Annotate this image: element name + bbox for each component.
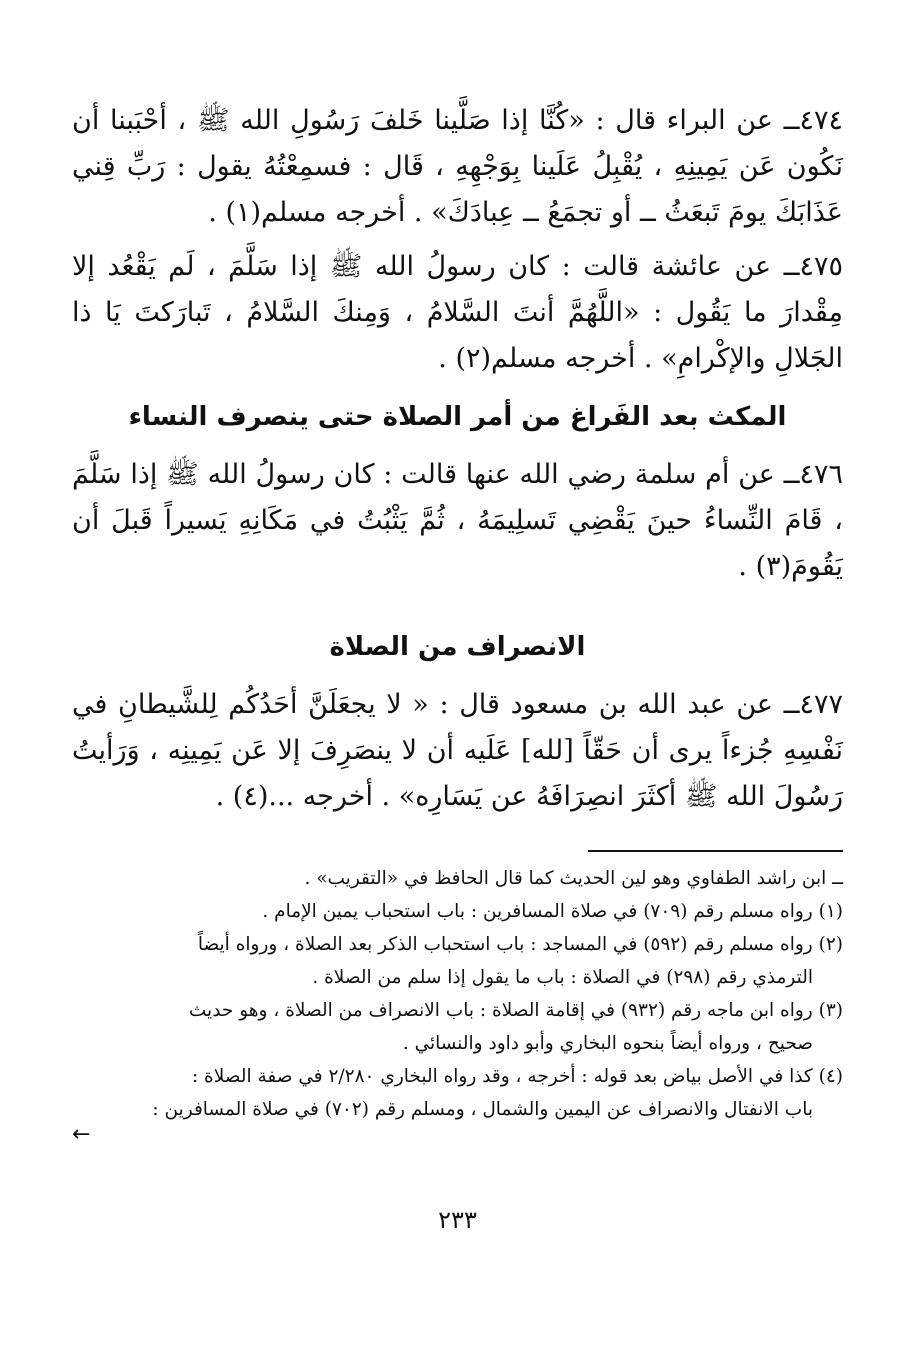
footnote-continued: ــ ابن راشد الطفاوي وهو لين الحديث كما قال الحافظ في «التقريب» . <box>304 868 843 889</box>
footnote-3-continued: صحيح ، ورواه أيضاً بنحوه البخاري وأبو داود والنسائي . <box>402 1033 813 1054</box>
hadith-476: ٤٧٦ــ عن أم سلمة رضي الله عنها قالت : كان رسولُ الله ﷺ إذا سَلَّمَ ، قَامَ النِّساءُ حينَ يَقْضِي تَسلِيمَهُ ، ثُمَّ يَثْبُتُ في مَكَانِهِ يَسيراً قَبلَ أن يَقُومَ(٣) . <box>72 459 843 582</box>
continue-arrow-icon: ← <box>72 1122 91 1147</box>
footnote-1: (١) رواه مسلم رقم (٧٠٩) في صلاة المسافرين : باب استحباب يمين الإمام . <box>262 901 843 922</box>
footnote-2-continued: الترمذي رقم (٢٩٨) في الصلاة : باب ما يقول إذا سلم من الصلاة . <box>312 967 813 988</box>
section-heading-stay-after-prayer: المكث بعد الفَراغ من أمر الصلاة حتى ينصرف النساء <box>128 402 787 432</box>
hadith-477: ٤٧٧ــ عن عبد الله بن مسعود قال : « لا يجعَلَنَّ أحَدُكُم لِلشَّيطانِ في نَفْسِهِ جُزءاً يرى أن حَقّاً [لله] عَلَيه أن لا ينصَرِفَ إلا عَن يَمِينِه ، وَرَأيتُ رَسُولَ الله ﷺ أكثَرَ انصِرَافَهُ عن يَسَارِه» . أخرجه ...(٤) . <box>72 689 843 812</box>
footnotes <box>72 862 843 1147</box>
footnote-4-continued: باب الانفتال والانصراف عن اليمين والشمال ، ومسلم رقم (٧٠٢) في صلاة المسافرين : <box>152 1099 813 1120</box>
footnote-4: (٤) كذا في الأصل بياض بعد قوله : أخرجه ، وقد رواه البخاري ٢/٢٨٠ في صفة الصلاة : <box>191 1066 843 1087</box>
hadith-474: ٤٧٤ــ عن البراء قال : «كُنَّا إذا صَلَّينا خَلفَ رَسُولِ الله ﷺ ، أحْبَبنا أن نَكُون عَن يَمِينِهِ ، يُقْبِلُ عَلَينا بِوَجْهِهِ ، قَال : فسمِعْتُهُ يقول : رَبِّ قِني عَذَابَكَ يومَ تَبعَثُ ــ أو تجمَعُ ــ عِبادَكَ» . أخرجه مسلم(١) . <box>72 105 843 228</box>
section-heading-leaving-prayer: الانصراف من الصلاة <box>329 632 586 662</box>
hadith-475: ٤٧٥ــ عن عائشة قالت : كان رسولُ الله ﷺ إذا سَلَّمَ ، لَم يَقْعُد إلا مِقْدارَ ما يَقُول : «اللَّهُمَّ أنتَ السَّلامُ ، وَمِنكَ السَّلامُ ، تَبارَكتَ يَا ذا الجَلالِ والإكْرامِ» . أخرجه مسلم(٢) . <box>72 251 843 374</box>
footnote-3: (٣) رواه ابن ماجه رقم (٩٣٢) في إقامة الصلاة : باب الانصراف من الصلاة ، وهو حديث <box>188 1000 843 1021</box>
page-number: ٢٣٣ <box>438 1206 477 1234</box>
footnote-separator <box>588 850 843 852</box>
footnote-2: (٢) رواه مسلم رقم (٥٩٢) في المساجد : باب استحباب الذكر بعد الصلاة ، ورواه أيضاً <box>197 934 843 955</box>
